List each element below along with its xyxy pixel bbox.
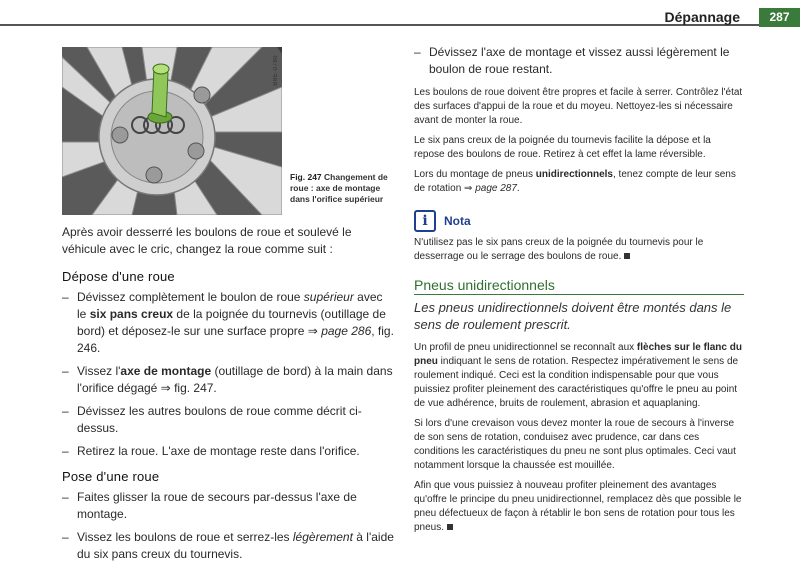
left-column (62, 224, 394, 569)
depose-step-4: – Retirez la roue. L'axe de montage reste dans l'orifice. (62, 444, 360, 458)
paragraph-spare-wheel: Si lors d'une crevaison vous devez monter la roue de secours à l'inverse de son sens de rotation, conduisez avec prudence, car dans ces conditions les caractéristiques du pneu ne sont plus optimales. Ceci vaut notamment lorsque la chaussée est mouillée. (414, 418, 736, 471)
pose-heading: Pose d'une roue (62, 469, 160, 484)
depose-step-5: – Dévissez l'axe de montage et vissez aussi légèrement le boulon de roue restant. (414, 45, 730, 76)
nota-title: Nota (444, 214, 471, 228)
page-number-badge: 287 (759, 8, 800, 27)
paragraph-profile: Un profil de pneu unidirectionnel se reconnaît aux flèches sur le flanc du pneu indiquant le sens de rotation. Respectez impérativement le sens de roulement indiqué. Ceci est la condition indispensable pour que vous puissiez profiter pleinement des caractéristiques qu'offre le pneu au point de vue adhérence, bruits de roulement, abrasion et aquaplaning. (414, 342, 742, 409)
depose-heading: Dépose d'une roue (62, 269, 175, 284)
pose-step-1: – Faites glisser la roue de secours par-dessus l'axe de montage. (62, 490, 357, 521)
figure-caption-text: Changement de roue : axe de montage dans l'orifice supérieur (290, 172, 388, 204)
end-mark (447, 524, 453, 530)
paragraph-clean-bolts: Les boulons de roue doivent être propres et facile à serrer. Contrôlez l'état des surfaces d'appui de la roue et du moyeu. Nettoyez-les si nécessaire avant de monter la roue. (414, 87, 743, 126)
depose-step-1: – Dévissez complètement le boulon de roue supérieur avec le six pans creux de la poignée du tournevis (outillage de bord) et déposez-le sur une surface propre ⇒ page 286, fig. 246. (62, 290, 394, 355)
paragraph-hex-socket: Le six pans creux de la poignée du tournevis facilite la dépose et la repose des boulons de roue. Retirez à cet effet la lame réversible. (414, 135, 711, 160)
figure-caption (290, 172, 395, 205)
wheel-figure (62, 47, 282, 215)
pose-step-2: – Vissez les boulons de roue et serrez-les légèrement à l'aide du six pans creux du tournevis. (62, 530, 394, 561)
end-mark (624, 253, 630, 259)
lead-paragraph: Les pneus unidirectionnels doivent être montés dans le sens de roulement prescrit. (414, 300, 732, 332)
section-heading-directional-tires: Pneus unidirectionnels (414, 278, 744, 295)
paragraph-replace-tire: Afin que vous puissiez à nouveau profiter pleinement des avantages qu'offre le principe du pneu unidirectionnel, remplacez dès que possible le pneu défectueux de façon à rétablir le bon sens de rotation pour tous les pneus. (414, 480, 742, 533)
section-header-title: Dépannage (664, 9, 740, 25)
depose-step-2: – Vissez l'axe de montage (outillage de bord) à la main dans l'orifice dégagé ⇒ fig. 247. (62, 364, 393, 395)
intro-paragraph: Après avoir desserré les boulons de roue et soulevé le véhicule avec le cric, changez la roue comme suit : (62, 225, 352, 256)
figure-code: B8E-0780 (273, 55, 279, 86)
depose-step-3: – Dévissez les autres boulons de roue comme décrit ci-dessus. (62, 404, 362, 435)
figure-label: Fig. 247 (290, 172, 322, 182)
right-column (414, 44, 744, 541)
paragraph-directional-tires: Lors du montage de pneus unidirectionnels, tenez compte de leur sens de rotation ⇒ page 287. (414, 169, 736, 194)
nota-text: N'utilisez pas le six pans creux de la poignée du tournevis pour le desserrage ou le serrage des boulons de roue. (414, 237, 704, 262)
info-icon: i (414, 210, 436, 232)
nota-header (414, 210, 744, 232)
wheel-illustration (62, 47, 282, 215)
